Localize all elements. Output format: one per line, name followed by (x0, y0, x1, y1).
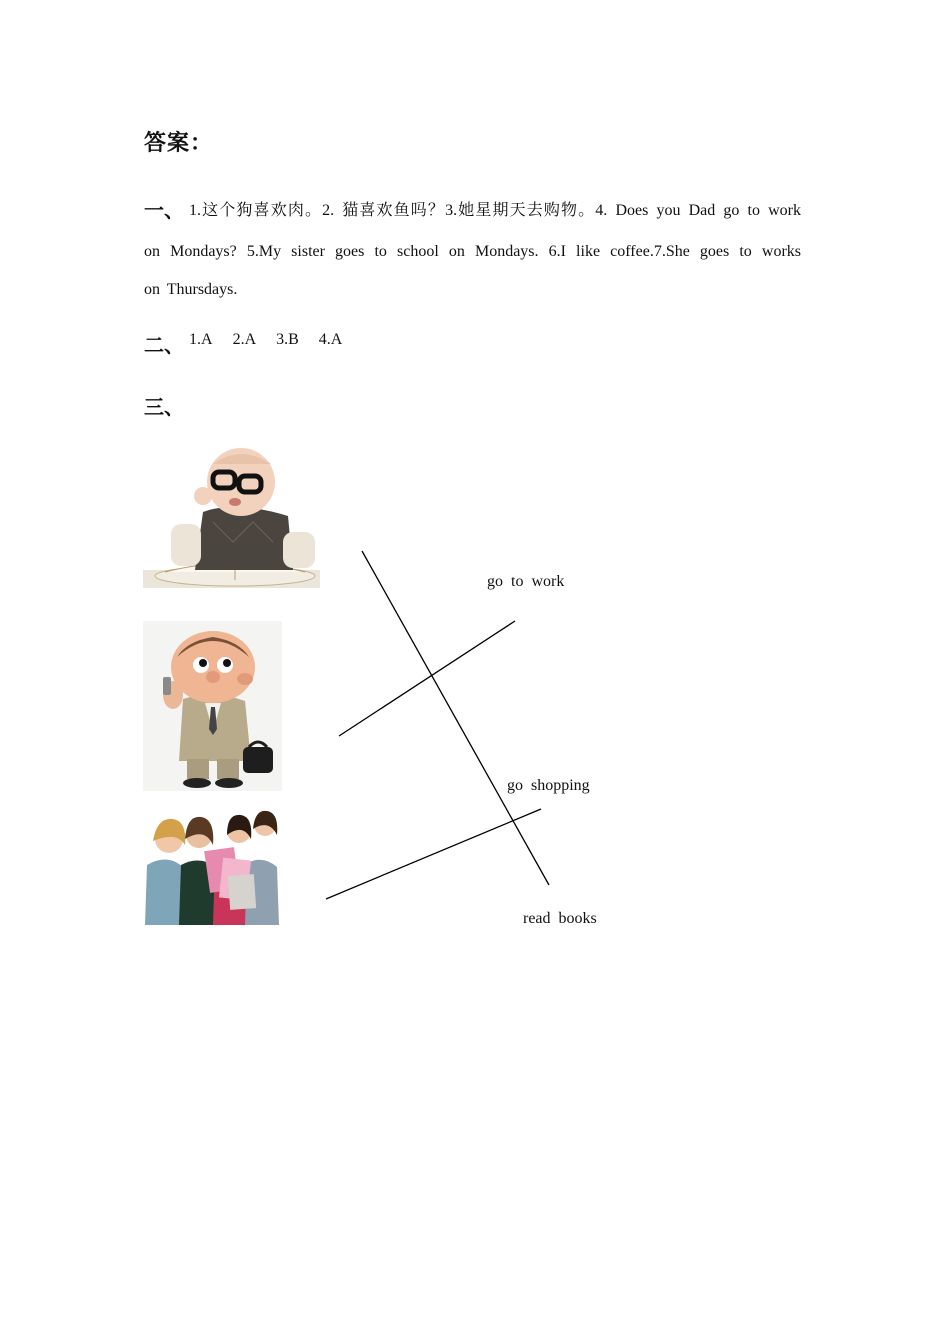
section-1-line-1: 1.这个狗喜欢肉。2. 猫喜欢鱼吗？3.她星期天去购物。4. Does you Dad go to work (189, 202, 801, 219)
match-line-man-to-go-to-work (339, 621, 515, 736)
section-1-label: 一、 (144, 198, 184, 222)
phrase-go-to-work: go to work (487, 573, 565, 590)
answer-3: 3.B (276, 331, 299, 348)
answer-2: 2.A (232, 331, 257, 348)
phrase-read-books: read books (523, 910, 597, 927)
section-1-line-3: on Thursdays. (144, 281, 238, 298)
match-line-women-to-go-shopping (326, 809, 541, 899)
answer-1: 1.A (189, 331, 213, 348)
answer-heading: 答案： (144, 130, 214, 156)
phrase-go-shopping: go shopping (507, 777, 590, 794)
answer-4: 4.A (318, 331, 343, 348)
section-2-label: 二、 (144, 333, 184, 357)
match-line-baby-to-read-books (362, 551, 549, 885)
section-1-line-2: on Mondays? 5.My sister goes to school on Mondays. 6.I like coffee.7.She goes to works (144, 243, 801, 260)
section-3-label: 三、 (144, 395, 184, 419)
